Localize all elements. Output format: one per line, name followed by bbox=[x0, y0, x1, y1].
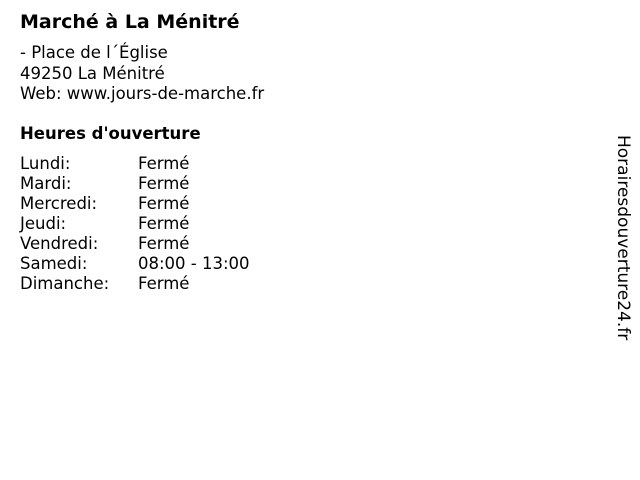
hours-row-friday bbox=[20, 234, 298, 254]
hours-day-label: Jeudi: bbox=[20, 214, 67, 233]
page-title: Marché à La Ménitré bbox=[20, 11, 240, 33]
hours-time-value: Fermé bbox=[138, 174, 190, 193]
opening-hours-table bbox=[20, 154, 298, 294]
hours-row-saturday bbox=[20, 254, 298, 274]
hours-time-value: Fermé bbox=[138, 154, 190, 173]
hours-day-label: Dimanche: bbox=[20, 274, 110, 293]
vertical-site-watermark: Horairesdouverture24.fr bbox=[613, 135, 633, 341]
hours-day-label: Vendredi: bbox=[20, 234, 99, 253]
hours-row-thursday bbox=[20, 214, 298, 234]
hours-day-label: Lundi: bbox=[20, 154, 71, 173]
hours-day-label: Samedi: bbox=[20, 254, 88, 273]
hours-row-wednesday bbox=[20, 194, 298, 214]
opening-hours-heading: Heures d'ouverture bbox=[20, 124, 201, 143]
address-city: 49250 La Ménitré bbox=[20, 63, 165, 83]
address-street: - Place de l´Église bbox=[20, 43, 168, 62]
address-web: Web: www.jours-de-marche.fr bbox=[20, 84, 265, 103]
hours-row-sunday bbox=[20, 274, 298, 294]
address-block bbox=[20, 43, 264, 105]
hours-time-value: Fermé bbox=[138, 194, 190, 213]
hours-time-value: Fermé bbox=[138, 214, 190, 233]
hours-time-value: Fermé bbox=[138, 234, 190, 253]
hours-time-value: 08:00 - 13:00 bbox=[138, 254, 250, 273]
hours-row-monday bbox=[20, 154, 298, 174]
hours-day-label: Mercredi: bbox=[20, 194, 98, 213]
hours-time-value: Fermé bbox=[138, 274, 190, 293]
hours-row-tuesday bbox=[20, 174, 298, 194]
hours-day-label: Mardi: bbox=[20, 174, 72, 193]
